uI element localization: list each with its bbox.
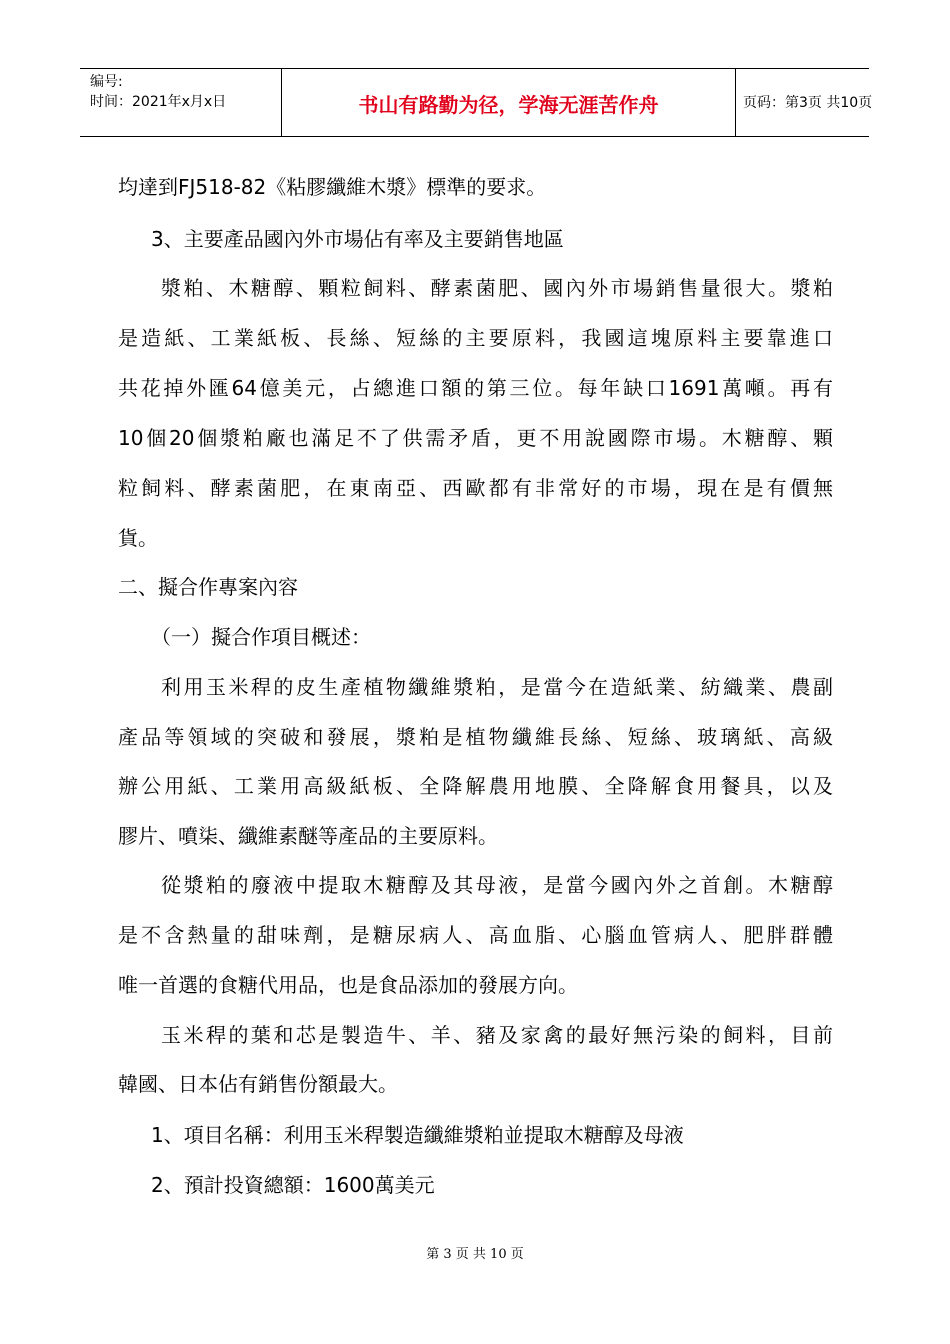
- body-line: 利用玉米稈的皮生產植物纖維漿粕，是當今在造紙業、紡織業、農副: [161, 675, 833, 699]
- page-header: [80, 68, 873, 137]
- subsection-heading: （一）擬合作項目概述：: [151, 625, 371, 649]
- list-item: 1、項目名稱：利用玉米稈製造纖維漿粕並提取木糖醇及母液: [151, 1123, 684, 1147]
- body-line: 漿粕、木糖醇、顆粒飼料、酵素菌肥、國內外市場銷售量很大。漿粕: [161, 276, 833, 300]
- body-line: 產品等領域的突破和發展，漿粕是植物纖維長絲、短絲、玻璃紙、高級: [118, 725, 833, 749]
- body-line: 均達到FJ518-82《粘膠纖維木漿》標準的要求。: [118, 175, 547, 199]
- body-line: 唯一首選的食糖代用品，也是食品添加的發展方向。: [118, 973, 578, 997]
- body-line: 玉米稈的葉和芯是製造牛、羊、豬及家禽的最好無污染的飼料，目前: [161, 1023, 833, 1047]
- body-line: 貨。: [118, 526, 158, 550]
- page-footer: 第 3 页 共 10 页: [426, 1247, 524, 1262]
- body-line: 膠片、噴柒、纖維素醚等產品的主要原料。: [118, 824, 498, 848]
- body-line: 是造紙、工業紙板、長絲、短絲的主要原料，我國這塊原料主要靠進口: [118, 326, 833, 350]
- section-heading: 二、擬合作專案內容: [118, 575, 298, 599]
- header-info-cell: [80, 69, 280, 136]
- section-heading: 3、主要產品國內外市場佔有率及主要銷售地區: [151, 227, 564, 251]
- header-motto: 书山有路勤为径，学海无涯苦作舟: [358, 93, 659, 117]
- header-motto-cell: [281, 69, 736, 136]
- body-line: 是不含熱量的甜味劑，是糖尿病人、高血脂、心腦血管病人、肥胖群體: [118, 923, 833, 947]
- body-line: 韓國、日本佔有銷售份額最大。: [118, 1072, 398, 1096]
- body-line: 從漿粕的廢液中提取木糖醇及其母液，是當今國內外之首創。木糖醇: [161, 873, 833, 897]
- document-number-label: 编号:: [90, 74, 123, 90]
- body-line: 辦公用紙、工業用高級紙板、全降解農用地膜、全降解食用餐具，以及: [118, 774, 833, 798]
- list-item: 2、預計投資總額：1600萬美元: [151, 1173, 435, 1197]
- body-line: 粒飼料、酵素菌肥，在東南亞、西歐都有非常好的市場，現在是有價無: [118, 476, 833, 500]
- header-page-number: 页码：第3页 共10页: [743, 95, 873, 111]
- body-line: 共花掉外匯64億美元，占總進口額的第三位。每年缺口1691萬噸。再有: [118, 376, 833, 400]
- header-page-cell: [735, 69, 873, 136]
- document-time-label: 时间：2021年x月x日: [90, 94, 227, 110]
- body-line: 10個20個漿粕廠也滿足不了供需矛盾，更不用說國際市場。木糖醇、顆: [118, 426, 833, 450]
